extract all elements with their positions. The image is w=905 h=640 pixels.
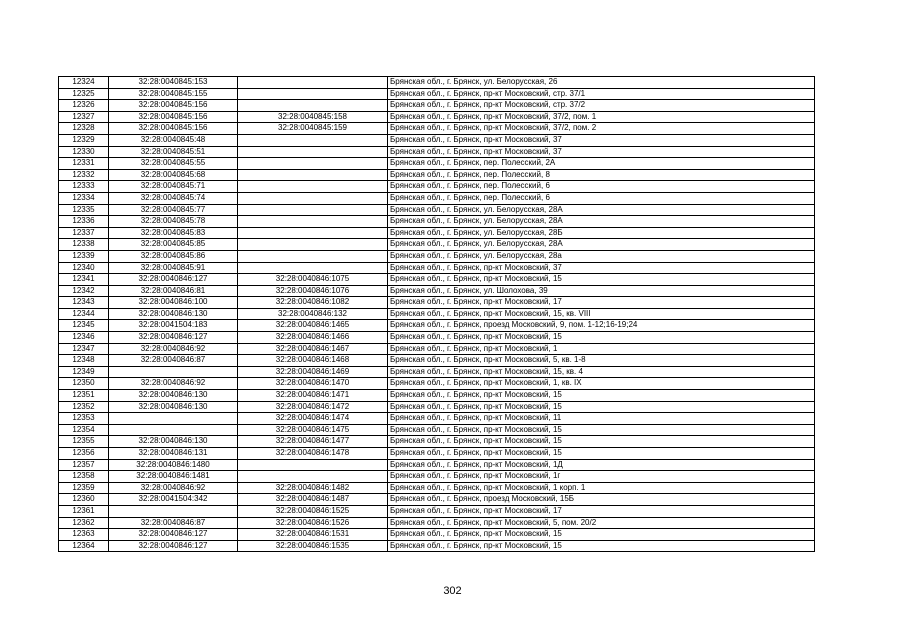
- old-cadastral-cell: 32:28:0040846:130: [109, 308, 238, 320]
- old-cadastral-cell: 32:28:0040846:127: [109, 529, 238, 541]
- new-cadastral-cell: 32:28:0040846:1076: [238, 285, 388, 297]
- table-row: [59, 459, 815, 471]
- table-row: [59, 378, 815, 390]
- address-cell: Брянская обл., г. Брянск, пр-кт Московский, стр. 37/2: [388, 100, 815, 112]
- table-row: [59, 274, 815, 286]
- table-row: [59, 111, 815, 123]
- old-cadastral-cell: 32:28:0040846:127: [109, 540, 238, 552]
- table-row: [59, 424, 815, 436]
- row-number-cell: 12334: [59, 192, 109, 204]
- old-cadastral-cell: 32:28:0040846:130: [109, 436, 238, 448]
- address-cell: Брянская обл., г. Брянск, пр-кт Московский, 15: [388, 274, 815, 286]
- address-cell: Брянская обл., г. Брянск, пер. Полесский, 6: [388, 192, 815, 204]
- row-number-cell: 12355: [59, 436, 109, 448]
- new-cadastral-cell: 32:28:0040846:1525: [238, 505, 388, 517]
- row-number-cell: 12343: [59, 297, 109, 309]
- old-cadastral-cell: 32:28:0040845:48: [109, 134, 238, 146]
- old-cadastral-cell: 32:28:0040845:85: [109, 239, 238, 251]
- new-cadastral-cell: 32:28:0040846:1474: [238, 413, 388, 425]
- new-cadastral-cell: 32:28:0040846:1469: [238, 366, 388, 378]
- cadastral-table: [58, 76, 815, 552]
- row-number-cell: 12335: [59, 204, 109, 216]
- new-cadastral-cell: 32:28:0040846:1082: [238, 297, 388, 309]
- row-number-cell: 12332: [59, 169, 109, 181]
- old-cadastral-cell: 32:28:0040846:92: [109, 378, 238, 390]
- row-number-cell: 12325: [59, 88, 109, 100]
- address-cell: Брянская обл., г. Брянск, ул. Белорусская, 28А: [388, 239, 815, 251]
- table-row: [59, 239, 815, 251]
- address-cell: Брянская обл., г. Брянск, пр-кт Московский, 37/2, пом. 2: [388, 123, 815, 135]
- old-cadastral-cell: 32:28:0040846:127: [109, 274, 238, 286]
- address-cell: Брянская обл., г. Брянск, пр-кт Московский, 15: [388, 436, 815, 448]
- page-number: 302: [443, 585, 462, 597]
- address-cell: Брянская обл., г. Брянск, пр-кт Московский, 11: [388, 413, 815, 425]
- address-cell: Брянская обл., г. Брянск, пр-кт Московский, 15, кв. VIII: [388, 308, 815, 320]
- row-number-cell: 12358: [59, 471, 109, 483]
- row-number-cell: 12330: [59, 146, 109, 158]
- new-cadastral-cell: [238, 146, 388, 158]
- table-row: [59, 471, 815, 483]
- address-cell: Брянская обл., г. Брянск, пр-кт Московский, 15: [388, 448, 815, 460]
- old-cadastral-cell: 32:28:0040846:127: [109, 332, 238, 344]
- old-cadastral-cell: 32:28:0040846:100: [109, 297, 238, 309]
- table-row: [59, 390, 815, 402]
- old-cadastral-cell: 32:28:0040845:51: [109, 146, 238, 158]
- new-cadastral-cell: [238, 459, 388, 471]
- row-number-cell: 12341: [59, 274, 109, 286]
- address-cell: Брянская обл., г. Брянск, пр-кт Московский, 17: [388, 297, 815, 309]
- table-row: [59, 181, 815, 193]
- new-cadastral-cell: 32:28:0040846:1468: [238, 355, 388, 367]
- row-number-cell: 12347: [59, 343, 109, 355]
- new-cadastral-cell: [238, 227, 388, 239]
- address-cell: Брянская обл., г. Брянск, ул. Шолохова, 39: [388, 285, 815, 297]
- table-row: [59, 308, 815, 320]
- row-number-cell: 12357: [59, 459, 109, 471]
- row-number-cell: 12328: [59, 123, 109, 135]
- row-number-cell: 12356: [59, 448, 109, 460]
- new-cadastral-cell: [238, 239, 388, 251]
- address-cell: Брянская обл., г. Брянск, пер. Полесский, 2А: [388, 158, 815, 170]
- row-number-cell: 12364: [59, 540, 109, 552]
- new-cadastral-cell: 32:28:0040846:1478: [238, 448, 388, 460]
- table-row: [59, 123, 815, 135]
- new-cadastral-cell: [238, 134, 388, 146]
- row-number-cell: 12348: [59, 355, 109, 367]
- row-number-cell: 12333: [59, 181, 109, 193]
- new-cadastral-cell: [238, 158, 388, 170]
- old-cadastral-cell: [109, 424, 238, 436]
- old-cadastral-cell: 32:28:0040846:87: [109, 355, 238, 367]
- row-number-cell: 12337: [59, 227, 109, 239]
- address-cell: Брянская обл., г. Брянск, пер. Полесский, 8: [388, 169, 815, 181]
- old-cadastral-cell: 32:28:0040845:74: [109, 192, 238, 204]
- row-number-cell: 12342: [59, 285, 109, 297]
- address-cell: Брянская обл., г. Брянск, пр-кт Московский, 37: [388, 134, 815, 146]
- old-cadastral-cell: 32:28:0040846:81: [109, 285, 238, 297]
- table-row: [59, 343, 815, 355]
- address-cell: Брянская обл., г. Брянск, пр-кт Московский, 37: [388, 262, 815, 274]
- table-row: [59, 482, 815, 494]
- address-cell: Брянская обл., г. Брянск, ул. Белорусская, 28а: [388, 250, 815, 262]
- row-number-cell: 12362: [59, 517, 109, 529]
- address-cell: Брянская обл., г. Брянск, пр-кт Московский, 1, кв. IX: [388, 378, 815, 390]
- table-row: [59, 100, 815, 112]
- row-number-cell: 12346: [59, 332, 109, 344]
- row-number-cell: 12324: [59, 77, 109, 89]
- new-cadastral-cell: 32:28:0040846:1482: [238, 482, 388, 494]
- old-cadastral-cell: 32:28:0040845:156: [109, 111, 238, 123]
- row-number-cell: 12339: [59, 250, 109, 262]
- new-cadastral-cell: [238, 77, 388, 89]
- row-number-cell: 12360: [59, 494, 109, 506]
- row-number-cell: 12354: [59, 424, 109, 436]
- address-cell: Брянская обл., г. Брянск, пр-кт Московский, 15: [388, 540, 815, 552]
- old-cadastral-cell: 32:28:0040846:130: [109, 401, 238, 413]
- address-cell: Брянская обл., г. Брянск, пр-кт Московский, 1Д: [388, 459, 815, 471]
- address-cell: Брянская обл., г. Брянск, проезд Московский, 9, пом. 1-12;16-19;24: [388, 320, 815, 332]
- new-cadastral-cell: 32:28:0040846:1535: [238, 540, 388, 552]
- old-cadastral-cell: 32:28:0040845:71: [109, 181, 238, 193]
- address-cell: Брянская обл., г. Брянск, пр-кт Московский, 15: [388, 529, 815, 541]
- new-cadastral-cell: [238, 471, 388, 483]
- new-cadastral-cell: 32:28:0040845:159: [238, 123, 388, 135]
- new-cadastral-cell: 32:28:0040846:1477: [238, 436, 388, 448]
- old-cadastral-cell: 32:28:0040845:68: [109, 169, 238, 181]
- old-cadastral-cell: 32:28:0040846:131: [109, 448, 238, 460]
- address-cell: Брянская обл., г. Брянск, пр-кт Московский, 15, кв. 4: [388, 366, 815, 378]
- old-cadastral-cell: 32:28:0040845:78: [109, 216, 238, 228]
- new-cadastral-cell: [238, 192, 388, 204]
- old-cadastral-cell: 32:28:0040845:86: [109, 250, 238, 262]
- new-cadastral-cell: 32:28:0040846:1531: [238, 529, 388, 541]
- new-cadastral-cell: [238, 88, 388, 100]
- table-row: [59, 332, 815, 344]
- new-cadastral-cell: 32:28:0040846:1467: [238, 343, 388, 355]
- address-cell: Брянская обл., г. Брянск, пр-кт Московский, 15: [388, 401, 815, 413]
- address-cell: Брянская обл., г. Брянск, пер. Полесский, 6: [388, 181, 815, 193]
- old-cadastral-cell: 32:28:0040846:1481: [109, 471, 238, 483]
- new-cadastral-cell: 32:28:0040846:1471: [238, 390, 388, 402]
- row-number-cell: 12326: [59, 100, 109, 112]
- table-row: [59, 436, 815, 448]
- old-cadastral-cell: [109, 505, 238, 517]
- table-row: [59, 517, 815, 529]
- new-cadastral-cell: 32:28:0040846:1075: [238, 274, 388, 286]
- old-cadastral-cell: 32:28:0040845:153: [109, 77, 238, 89]
- row-number-cell: 12331: [59, 158, 109, 170]
- address-cell: Брянская обл., г. Брянск, пр-кт Московский, 37: [388, 146, 815, 158]
- row-number-cell: 12353: [59, 413, 109, 425]
- table-row: [59, 158, 815, 170]
- table-row: [59, 227, 815, 239]
- table-row: [59, 88, 815, 100]
- old-cadastral-cell: 32:28:0040846:1480: [109, 459, 238, 471]
- new-cadastral-cell: 32:28:0040846:132: [238, 308, 388, 320]
- table-row: [59, 413, 815, 425]
- new-cadastral-cell: [238, 181, 388, 193]
- new-cadastral-cell: 32:28:0040846:1466: [238, 332, 388, 344]
- table-row: [59, 250, 815, 262]
- old-cadastral-cell: 32:28:0040845:155: [109, 88, 238, 100]
- table-row: [59, 494, 815, 506]
- new-cadastral-cell: 32:28:0040846:1465: [238, 320, 388, 332]
- row-number-cell: 12345: [59, 320, 109, 332]
- old-cadastral-cell: [109, 413, 238, 425]
- new-cadastral-cell: [238, 169, 388, 181]
- address-cell: Брянская обл., г. Брянск, ул. Белорусская, 26: [388, 77, 815, 89]
- old-cadastral-cell: 32:28:0040845:83: [109, 227, 238, 239]
- address-cell: Брянская обл., г. Брянск, пр-кт Московский, 1 корп. 1: [388, 482, 815, 494]
- table-row: [59, 204, 815, 216]
- row-number-cell: 12336: [59, 216, 109, 228]
- table-row: [59, 540, 815, 552]
- row-number-cell: 12340: [59, 262, 109, 274]
- old-cadastral-cell: 32:28:0040846:87: [109, 517, 238, 529]
- old-cadastral-cell: 32:28:0040845:55: [109, 158, 238, 170]
- address-cell: Брянская обл., г. Брянск, пр-кт Московский, 5, пом. 20/2: [388, 517, 815, 529]
- old-cadastral-cell: 32:28:0040846:130: [109, 390, 238, 402]
- row-number-cell: 12352: [59, 401, 109, 413]
- old-cadastral-cell: 32:28:0040846:92: [109, 343, 238, 355]
- new-cadastral-cell: 32:28:0040846:1526: [238, 517, 388, 529]
- address-cell: Брянская обл., г. Брянск, пр-кт Московский, 15: [388, 390, 815, 402]
- table-row: [59, 285, 815, 297]
- address-cell: Брянская обл., г. Брянск, пр-кт Московский, 15: [388, 332, 815, 344]
- row-number-cell: 12327: [59, 111, 109, 123]
- address-cell: Брянская обл., г. Брянск, ул. Белорусская, 28А: [388, 204, 815, 216]
- row-number-cell: 12361: [59, 505, 109, 517]
- table-row: [59, 134, 815, 146]
- address-cell: Брянская обл., г. Брянск, проезд Московский, 15Б: [388, 494, 815, 506]
- table-row: [59, 77, 815, 89]
- address-cell: Брянская обл., г. Брянск, пр-кт Московский, 1г: [388, 471, 815, 483]
- table-row: [59, 529, 815, 541]
- row-number-cell: 12363: [59, 529, 109, 541]
- table-row: [59, 505, 815, 517]
- address-cell: Брянская обл., г. Брянск, ул. Белорусская, 28Б: [388, 227, 815, 239]
- table-row: [59, 355, 815, 367]
- table-row: [59, 366, 815, 378]
- row-number-cell: 12338: [59, 239, 109, 251]
- address-cell: Брянская обл., г. Брянск, пр-кт Московский, 17: [388, 505, 815, 517]
- old-cadastral-cell: 32:28:0040845:77: [109, 204, 238, 216]
- table-row: [59, 448, 815, 460]
- new-cadastral-cell: 32:28:0040846:1487: [238, 494, 388, 506]
- table-row: [59, 320, 815, 332]
- table-row: [59, 297, 815, 309]
- address-cell: Брянская обл., г. Брянск, пр-кт Московский, 15: [388, 424, 815, 436]
- row-number-cell: 12344: [59, 308, 109, 320]
- old-cadastral-cell: [109, 366, 238, 378]
- row-number-cell: 12350: [59, 378, 109, 390]
- new-cadastral-cell: [238, 204, 388, 216]
- address-cell: Брянская обл., г. Брянск, пр-кт Московский, 5, кв. 1-8: [388, 355, 815, 367]
- table-row: [59, 146, 815, 158]
- old-cadastral-cell: 32:28:0041504:183: [109, 320, 238, 332]
- address-cell: Брянская обл., г. Брянск, ул. Белорусская, 28А: [388, 216, 815, 228]
- row-number-cell: 12359: [59, 482, 109, 494]
- table-row: [59, 192, 815, 204]
- new-cadastral-cell: [238, 100, 388, 112]
- row-number-cell: 12351: [59, 390, 109, 402]
- row-number-cell: 12349: [59, 366, 109, 378]
- new-cadastral-cell: [238, 262, 388, 274]
- old-cadastral-cell: 32:28:0040845:156: [109, 100, 238, 112]
- row-number-cell: 12329: [59, 134, 109, 146]
- table-row: [59, 216, 815, 228]
- new-cadastral-cell: 32:28:0040846:1475: [238, 424, 388, 436]
- old-cadastral-cell: 32:28:0041504:342: [109, 494, 238, 506]
- new-cadastral-cell: 32:28:0040846:1472: [238, 401, 388, 413]
- new-cadastral-cell: [238, 216, 388, 228]
- old-cadastral-cell: 32:28:0040845:91: [109, 262, 238, 274]
- old-cadastral-cell: 32:28:0040846:92: [109, 482, 238, 494]
- address-cell: Брянская обл., г. Брянск, пр-кт Московский, 37/2, пом. 1: [388, 111, 815, 123]
- new-cadastral-cell: 32:28:0040845:158: [238, 111, 388, 123]
- address-cell: Брянская обл., г. Брянск, пр-кт Московский, 1: [388, 343, 815, 355]
- new-cadastral-cell: [238, 250, 388, 262]
- table-row: [59, 262, 815, 274]
- new-cadastral-cell: 32:28:0040846:1470: [238, 378, 388, 390]
- address-cell: Брянская обл., г. Брянск, пр-кт Московский, стр. 37/1: [388, 88, 815, 100]
- table-row: [59, 169, 815, 181]
- table-body: [59, 77, 815, 552]
- table-row: [59, 401, 815, 413]
- old-cadastral-cell: 32:28:0040845:156: [109, 123, 238, 135]
